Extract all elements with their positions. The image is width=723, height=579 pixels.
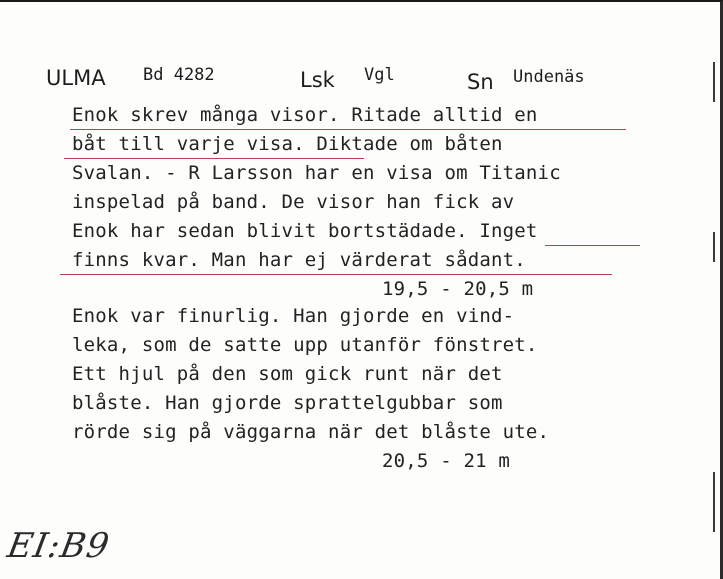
text-line: finns kvar. Man har ej värderat sådant. [72,249,526,271]
underline-mark [64,158,364,159]
edge-mark [713,232,715,262]
volume-number: Bd 4282 [143,65,215,85]
timestamp-line: 19,5 - 20,5 m [382,278,534,300]
edge-mark [713,62,715,102]
handwritten-signature: EI:B9 [4,526,113,566]
sn-label: Sn [467,70,494,94]
underline-mark [545,245,640,246]
text-line: Enok har sedan blivit bortstädade. Inget [72,220,538,242]
text-line: båt till varje visa. Diktade om båten [72,133,503,155]
text-line: inspelad på band. De visor han fick av [72,191,515,213]
sn-value: Undenäs [513,67,585,87]
text-line: Ett hjul på den som gick runt när det [72,363,503,385]
lsk-value: Vgl [364,65,395,85]
underline-mark [70,129,626,130]
edge-mark [713,472,715,532]
text-line: Enok var finurlig. Han gjorde en vind- [72,305,515,327]
text-line: rörde sig på väggarna när det blåste ute. [72,421,550,443]
underline-mark [60,274,612,275]
lsk-label: Lsk [300,68,335,92]
text-line: leka, som de satte upp utanför fönstret. [72,334,538,356]
archive-label: ULMA [46,66,106,90]
text-line: Enok skrev många visor. Ritade alltid en [72,104,538,126]
text-line: blåste. Han gjorde sprattelgubbar som [72,392,503,414]
text-line: Svalan. - R Larsson har en visa om Titanic [72,162,561,184]
timestamp-line: 20,5 - 21 m [382,450,511,472]
